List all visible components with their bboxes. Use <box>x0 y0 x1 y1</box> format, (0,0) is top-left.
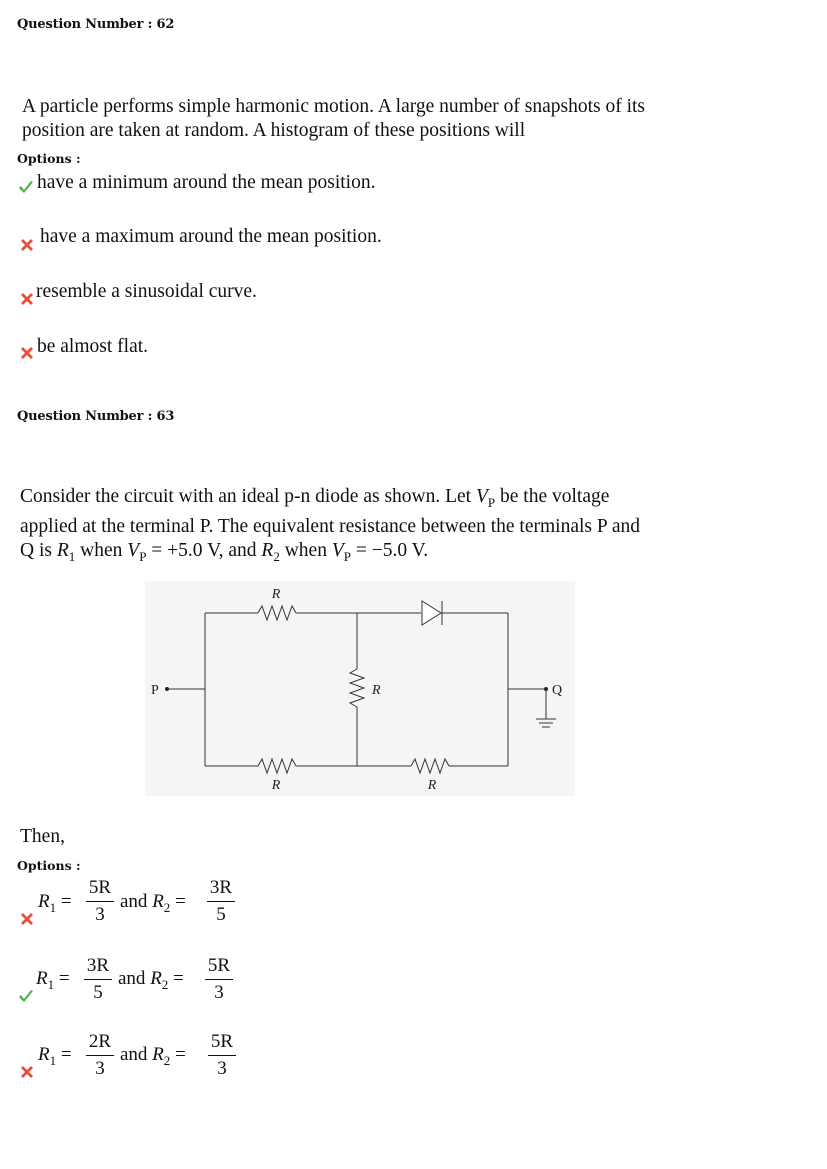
q62-option-4[interactable]: be almost flat. <box>37 336 149 357</box>
q63-opt3-r2: and $R_2$ = <box>120 1044 186 1068</box>
diode-triangle <box>422 601 441 625</box>
question-63-line-3: Q is $R_1$ when $V_P = +5.0$ V, and $R_2$ when $V_P = -5.0$ V. <box>20 539 429 564</box>
terminal-p-dot <box>165 687 169 691</box>
q63-opt1-r2-fraction: 3R 5 <box>207 877 235 926</box>
cross-icon <box>18 910 36 928</box>
options-label-63: Options : <box>17 858 81 873</box>
q63-opt3-r2-fraction: 5R 3 <box>208 1031 236 1080</box>
label-p: P <box>151 683 159 698</box>
check-icon <box>17 987 35 1005</box>
check-icon <box>17 178 35 196</box>
q63-opt2-r2: and $R_2$ = <box>118 968 184 992</box>
q62-option-2[interactable]: have a maximum around the mean position. <box>40 226 382 247</box>
circuit-diagram <box>145 581 575 796</box>
then-text: Then, <box>20 826 65 847</box>
cross-icon <box>18 236 36 254</box>
label-q: Q <box>552 683 563 698</box>
question-62-line-1: A particle performs simple harmonic motion. A large number of snapshots of its <box>22 96 645 117</box>
q63-opt2-r1-fraction: 3R 5 <box>84 955 112 1004</box>
label-r-bottom-left: R <box>271 778 281 793</box>
resistor-middle <box>350 669 364 707</box>
resistor-bottom-right <box>411 759 449 773</box>
resistor-bottom-left <box>258 759 296 773</box>
q63-opt1-r1-fraction: 5R 3 <box>86 877 114 926</box>
question-number-62: Question Number : 62 <box>17 17 175 32</box>
q62-option-3[interactable]: resemble a sinusoidal curve. <box>36 281 257 302</box>
q63-opt2-r1: $R_1$ = <box>36 968 70 992</box>
question-63-line-1: Consider the circuit with an ideal p-n diode as shown. Let $V_P$ be the voltage <box>20 486 610 510</box>
q62-option-1[interactable]: have a minimum around the mean position. <box>37 172 376 193</box>
q63-opt1-r2: and $R_2$ = <box>120 891 186 915</box>
label-r-middle: R <box>372 683 381 698</box>
question-62-text <box>22 95 645 143</box>
question-number-63: Question Number : 63 <box>17 409 175 424</box>
q63-opt2-r2-fraction: 5R 3 <box>205 955 233 1004</box>
question-62-line-2: position are taken at random. A histogram of these positions will <box>22 120 526 141</box>
label-r-bottom-right: R <box>427 778 437 793</box>
label-r-top: R <box>271 587 281 602</box>
terminal-q-dot <box>544 687 548 691</box>
cross-icon <box>18 1063 36 1081</box>
cross-icon <box>18 344 36 362</box>
options-label-62: Options : <box>17 151 81 166</box>
q63-opt3-r1-fraction: 2R 3 <box>86 1031 114 1080</box>
question-63-text <box>20 485 640 569</box>
cross-icon <box>18 290 36 308</box>
question-63-line-2: applied at the terminal P. The equivalent resistance between the terminals P and <box>20 515 641 537</box>
resistor-top <box>258 606 296 620</box>
q63-opt3-r1: $R_1$ = <box>38 1044 72 1068</box>
q63-opt1-r1: $R_1$ = <box>38 891 72 915</box>
